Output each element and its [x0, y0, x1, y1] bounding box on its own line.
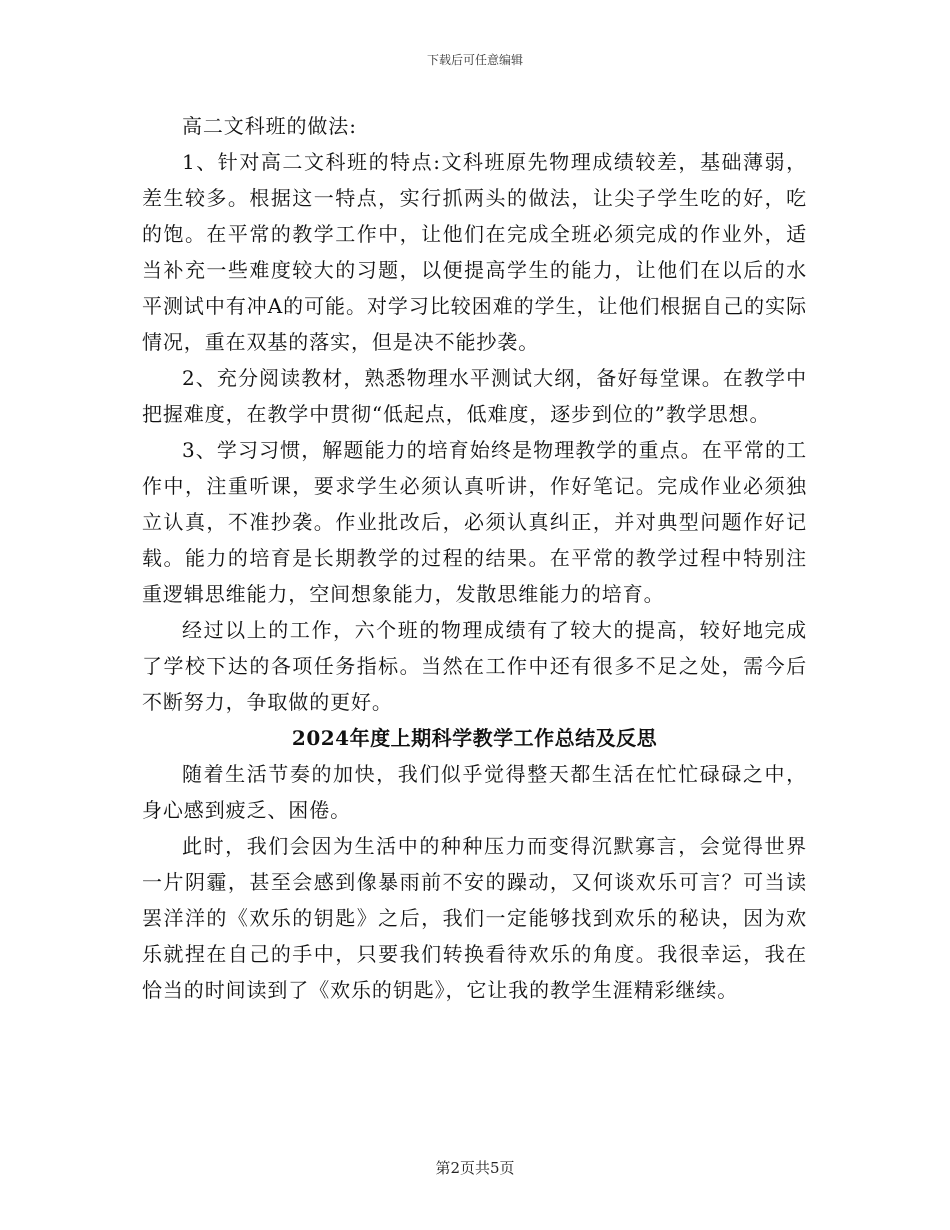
page-header: 下载后可任意编辑 [426, 53, 523, 67]
document-body [142, 108, 807, 1008]
paragraph-reflection-1: 随着生活节奏的加快，我们似乎觉得整天都生活在忙忙碌碌之中，身心感到疲乏、困倦。 [142, 762, 807, 822]
paragraph-point-3: 3、学习习惯，解题能力的培育始终是物理教学的重点。在平常的工作中，注重听课，要求学生必须认真听讲，作好笔记。完成作业必须独立认真，不准抄袭。作业批改后，必须认真纠正，并对典型问题作好记载。能力的培育是长期教学的过程的结果。在平常的教学过程中特别注重逻辑思维能力，空间想象能力，发散思维能力的培育。 [142, 438, 807, 606]
page-number: 第2页共5页 [435, 1159, 515, 1177]
paragraph-intro: 高二文科班的做法: [182, 114, 357, 138]
paragraph-summary: 经过以上的工作，六个班的物理成绩有了较大的提高，较好地完成了学校下达的各项任务指标。当然在工作中还有很多不足之处，需今后不断努力，争取做的更好。 [142, 618, 807, 714]
paragraph-point-1: 1、针对高二文科班的特点:文科班原先物理成绩较差，基础薄弱，差生较多。根据这一特点，实行抓两头的做法，让尖子学生吃的好，吃的饱。在平常的教学工作中，让他们在完成全班必须完成的作业外，适当补充一些难度较大的习题，以便提高学生的能力，让他们在以后的水平测试中有冲A的可能。对学习比较困难的学生，让他们根据自己的实际情况，重在双基的落实，但是决不能抄袭。 [142, 150, 807, 354]
paragraph-reflection-2: 此时，我们会因为生活中的种种压力而变得沉默寡言，会觉得世界一片阴霾，甚至会感到像暴雨前不安的躁动，又何谈欢乐可言？可当读罢洋洋的《欢乐的钥匙》之后，我们一定能够找到欢乐的秘诀，因为欢乐就捏在自己的手中，只要我们转换看待欢乐的角度。我很幸运，我在恰当的时间读到了《欢乐的钥匙》，它让我的教学生涯精彩继续。 [142, 834, 807, 1002]
paragraph-point-2: 2、充分阅读教材，熟悉物理水平测试大纲，备好每堂课。在教学中把握难度，在教学中贯彻“低起点，低难度，逐步到位的”教学思想。 [142, 366, 807, 426]
section-title: 2024年度上期科学教学工作总结及反思 [291, 726, 658, 750]
